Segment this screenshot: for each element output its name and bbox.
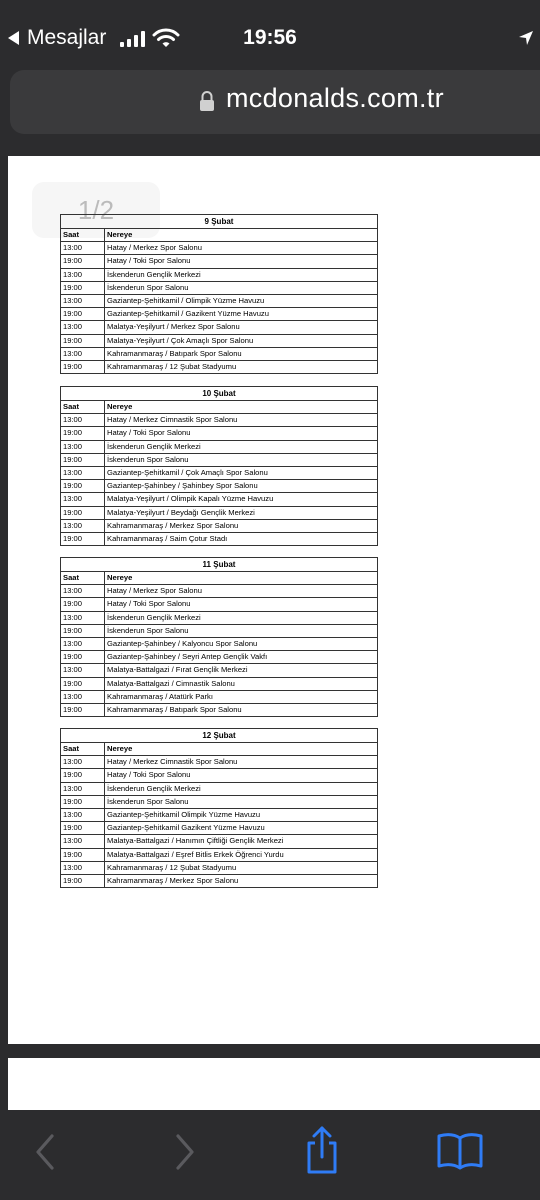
- time-cell: 19:00: [61, 703, 105, 716]
- time-cell: 13:00: [61, 585, 105, 598]
- table-row: [61, 294, 378, 307]
- table-row: [61, 782, 378, 795]
- location-cell: Hatay / Merkez Cimnastik Spor Salonu: [105, 414, 378, 427]
- location-cell: Gaziantep-Şehitkamil / Gazikent Yüzme Havuzu: [105, 308, 378, 321]
- time-cell: 19:00: [61, 334, 105, 347]
- table-row: [61, 334, 378, 347]
- browser-toolbar: [0, 1110, 540, 1200]
- location-cell: Gaziantep-Şehitkamil Gazikent Yüzme Havuzu: [105, 822, 378, 835]
- location-cell: Malatya-Battalgazi / Eşref Bitlis Erkek Öğrenci Yurdu: [105, 848, 378, 861]
- location-cell: İskenderun Spor Salonu: [105, 624, 378, 637]
- location-cell: Malatya-Battalgazi / Fırat Gençlik Merkezi: [105, 664, 378, 677]
- address-bar-area: [0, 70, 540, 156]
- location-cell: Gaziantep-Şahinbey / Şahinbey Spor Salonu: [105, 480, 378, 493]
- time-cell: 19:00: [61, 677, 105, 690]
- location-cell: Gaziantep-Şehitkamil / Olimpik Yüzme Havuzu: [105, 294, 378, 307]
- time-cell: 13:00: [61, 637, 105, 650]
- table-row: [61, 651, 378, 664]
- time-cell: 13:00: [61, 861, 105, 874]
- location-cell: Gaziantep-Şahinbey / Seyri Antep Gençlik Vakfı: [105, 651, 378, 664]
- location-cell: İskenderun Spor Salonu: [105, 795, 378, 808]
- table-row: [61, 255, 378, 268]
- time-cell: 19:00: [61, 360, 105, 373]
- time-cell: 19:00: [61, 651, 105, 664]
- location-cell: İskenderun Gençlik Merkezi: [105, 268, 378, 281]
- table-row: [61, 414, 378, 427]
- time-cell: 19:00: [61, 848, 105, 861]
- day-title-row: [61, 729, 378, 743]
- location-cell: Kahramanmaraş / 12 Şubat Stadyumu: [105, 861, 378, 874]
- location-cell: Malatya-Yeşilyurt / Olimpik Kapalı Yüzme Havuzu: [105, 493, 378, 506]
- time-cell: 19:00: [61, 795, 105, 808]
- time-cell: 13:00: [61, 414, 105, 427]
- table-row: [61, 677, 378, 690]
- time-cell: 13:00: [61, 294, 105, 307]
- location-cell: Hatay / Merkez Cimnastik Spor Salonu: [105, 756, 378, 769]
- table-row: [61, 506, 378, 519]
- col-header-time: Saat: [61, 572, 105, 585]
- table-row: [61, 281, 378, 294]
- table-row: [61, 321, 378, 334]
- table-row: [61, 835, 378, 848]
- time-cell: 19:00: [61, 281, 105, 294]
- book-icon[interactable]: [436, 1130, 484, 1170]
- time-cell: 13:00: [61, 835, 105, 848]
- clock: 19:56: [243, 26, 297, 49]
- time-cell: 13:00: [61, 756, 105, 769]
- table-row: [61, 453, 378, 466]
- table-row: [61, 690, 378, 703]
- time-cell: 13:00: [61, 347, 105, 360]
- table-row: [61, 624, 378, 637]
- table-row: [61, 532, 378, 545]
- table-row: [61, 440, 378, 453]
- time-cell: 19:00: [61, 427, 105, 440]
- location-cell: Hatay / Toki Spor Salonu: [105, 255, 378, 268]
- time-cell: 19:00: [61, 308, 105, 321]
- time-cell: 19:00: [61, 769, 105, 782]
- page-indicator: 1/2: [32, 182, 160, 238]
- time-cell: 13:00: [61, 268, 105, 281]
- table-row: [61, 519, 378, 532]
- location-cell: Hatay / Toki Spor Salonu: [105, 427, 378, 440]
- table-row: [61, 347, 378, 360]
- time-cell: 13:00: [61, 664, 105, 677]
- table-row: [61, 769, 378, 782]
- url-domain: mcdonalds.com.tr: [226, 83, 444, 113]
- chevron-left-icon[interactable]: [28, 1130, 62, 1174]
- table-row: [61, 242, 378, 255]
- column-header-row: [61, 401, 378, 414]
- location-cell: Kahramanmaraş / Merkez Spor Salonu: [105, 519, 378, 532]
- table-row: [61, 874, 378, 887]
- time-cell: 13:00: [61, 690, 105, 703]
- time-cell: 19:00: [61, 506, 105, 519]
- time-cell: 13:00: [61, 611, 105, 624]
- day-title-row: [61, 215, 378, 229]
- time-cell: 13:00: [61, 493, 105, 506]
- location-cell: Kahramanmaraş / 12 Şubat Stadyumu: [105, 360, 378, 373]
- location-cell: Malatya-Yeşilyurt / Merkez Spor Salonu: [105, 321, 378, 334]
- location-cell: Kahramanmaraş / Batıpark Spor Salonu: [105, 703, 378, 716]
- day-title: 9 Şubat: [61, 215, 378, 229]
- col-header-where: Nereye: [105, 743, 378, 756]
- time-cell: 19:00: [61, 598, 105, 611]
- day-title: 12 Şubat: [61, 729, 378, 743]
- table-row: [61, 848, 378, 861]
- time-cell: 19:00: [61, 453, 105, 466]
- location-cell: İskenderun Spor Salonu: [105, 453, 378, 466]
- location-cell: Kahramanmaraş / Batıpark Spor Salonu: [105, 347, 378, 360]
- table-row: [61, 637, 378, 650]
- location-cell: Gaziantep-Şehitkamil / Çok Amaçlı Spor Salonu: [105, 466, 378, 479]
- location-cell: Malatya-Yeşilyurt / Beydağı Gençlik Merkezi: [105, 506, 378, 519]
- location-cell: İskenderun Gençlik Merkezi: [105, 782, 378, 795]
- table-row: [61, 466, 378, 479]
- address-bar[interactable]: [10, 70, 540, 134]
- time-cell: 19:00: [61, 874, 105, 887]
- location-cell: İskenderun Gençlik Merkezi: [105, 440, 378, 453]
- col-header-time: Saat: [61, 743, 105, 756]
- share-icon[interactable]: [302, 1124, 342, 1176]
- table-row: [61, 268, 378, 281]
- column-header-row: [61, 229, 378, 242]
- time-cell: 13:00: [61, 242, 105, 255]
- location-cell: Hatay / Merkez Spor Salonu: [105, 242, 378, 255]
- table-row: [61, 703, 378, 716]
- day-schedule-table: [60, 728, 378, 888]
- table-row: [61, 308, 378, 321]
- location-cell: Kahramanmaraş / Merkez Spor Salonu: [105, 874, 378, 887]
- day-title-row: [61, 558, 378, 572]
- day-schedule-table: [60, 386, 378, 546]
- table-row: [61, 611, 378, 624]
- location-cell: Malatya-Battalgazi / Hanımın Çiftliği Gençlik Merkezi: [105, 835, 378, 848]
- location-arrow-icon: [518, 30, 534, 46]
- time-cell: 13:00: [61, 782, 105, 795]
- location-cell: Gaziantep-Şahinbey / Kalyoncu Spor Salonu: [105, 637, 378, 650]
- col-header-where: Nereye: [105, 401, 378, 414]
- col-header-where: Nereye: [105, 229, 378, 242]
- col-header-time: Saat: [61, 229, 105, 242]
- day-schedule-table: [60, 557, 378, 717]
- pdf-page-1[interactable]: [8, 156, 540, 1044]
- day-title-row: [61, 387, 378, 401]
- table-row: [61, 598, 378, 611]
- time-cell: 19:00: [61, 624, 105, 637]
- table-row: [61, 664, 378, 677]
- time-cell: 13:00: [61, 321, 105, 334]
- col-header-where: Nereye: [105, 572, 378, 585]
- location-cell: Gaziantep-Şehitkamil Olimpik Yüzme Havuzu: [105, 808, 378, 821]
- pdf-page-2[interactable]: [8, 1058, 540, 1110]
- table-row: [61, 808, 378, 821]
- table-row: [61, 427, 378, 440]
- table-row: [61, 480, 378, 493]
- location-cell: Kahramanmaraş / Atatürk Parkı: [105, 690, 378, 703]
- time-cell: 13:00: [61, 440, 105, 453]
- day-title: 10 Şubat: [61, 387, 378, 401]
- location-cell: Kahramanmaraş / Saim Çotur Stadı: [105, 532, 378, 545]
- time-cell: 13:00: [61, 808, 105, 821]
- column-header-row: [61, 743, 378, 756]
- table-row: [61, 822, 378, 835]
- table-row: [61, 360, 378, 373]
- status-bar: [0, 0, 540, 70]
- table-row: [61, 585, 378, 598]
- location-cell: Hatay / Merkez Spor Salonu: [105, 585, 378, 598]
- location-cell: İskenderun Spor Salonu: [105, 281, 378, 294]
- table-row: [61, 861, 378, 874]
- day-title: 11 Şubat: [61, 558, 378, 572]
- location-cell: Hatay / Toki Spor Salonu: [105, 769, 378, 782]
- day-schedule-table: [60, 214, 378, 374]
- location-cell: Hatay / Toki Spor Salonu: [105, 598, 378, 611]
- time-cell: 19:00: [61, 822, 105, 835]
- time-cell: 19:00: [61, 532, 105, 545]
- lock-icon: [199, 90, 215, 112]
- location-cell: Malatya-Yeşilyurt / Çok Amaçlı Spor Salonu: [105, 334, 378, 347]
- location-cell: İskenderun Gençlik Merkezi: [105, 611, 378, 624]
- table-row: [61, 493, 378, 506]
- table-row: [61, 795, 378, 808]
- time-cell: 13:00: [61, 519, 105, 532]
- location-cell: Malatya-Battalgazi / Cimnastik Salonu: [105, 677, 378, 690]
- time-cell: 13:00: [61, 466, 105, 479]
- back-app-label: Mesajlar: [27, 26, 107, 49]
- table-row: [61, 756, 378, 769]
- time-cell: 19:00: [61, 480, 105, 493]
- chevron-right-icon[interactable]: [168, 1130, 202, 1174]
- time-cell: 19:00: [61, 255, 105, 268]
- column-header-row: [61, 572, 378, 585]
- col-header-time: Saat: [61, 401, 105, 414]
